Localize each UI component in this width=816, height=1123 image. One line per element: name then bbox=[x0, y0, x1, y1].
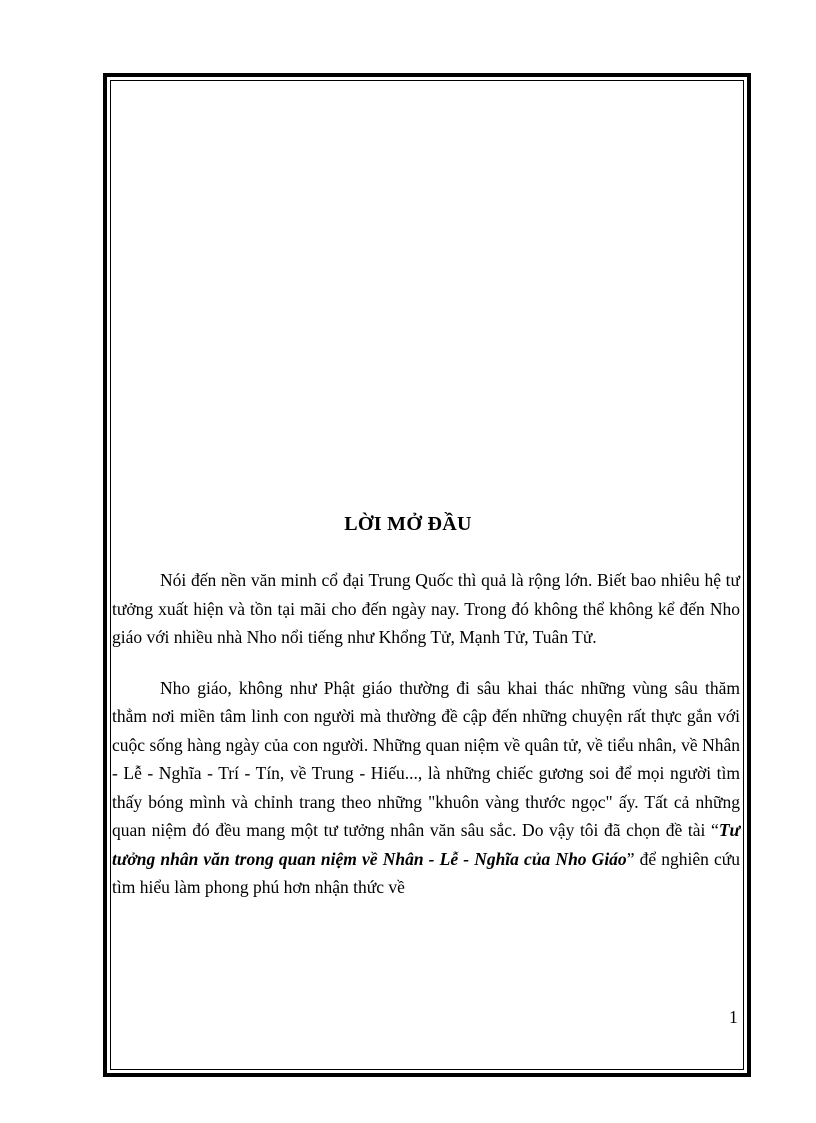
paragraph-text-end: ” để nghiên cứu tìm hiểu làm phong phú hơn nhận thức về bbox=[112, 848, 740, 897]
document-body bbox=[112, 566, 740, 902]
document-title: LỜI MỞ ĐẦU bbox=[344, 513, 472, 535]
paragraph-nho-giao bbox=[112, 674, 740, 902]
paragraph-intro: Nói đến nền văn minh cổ đại Trung Quốc thì quả là rộng lớn. Biết bao nhiêu hệ tư tưởng xuất hiện và tồn tại mãi cho đến ngày nay. Trong đó không thể không kể đến Nho giáo với nhiều nhà Nho nổi tiếng như Khổng Tử, Mạnh Tử, Tuân Tử. bbox=[112, 570, 740, 647]
topic-title: Tư tưởng nhân văn trong quan niệm về Nhân - Lễ - Nghĩa của Nho Giáo bbox=[112, 820, 740, 869]
page-number: 1 bbox=[729, 1007, 738, 1027]
paragraph-text-start: Nho giáo, không như Phật giáo thường đi sâu khai thác những vùng sâu thăm thẳm nơi miền tâm linh con người mà thường đề cập đến những chuyện rất thực gắn với cuộc sống hàng ngày của con người. Những quan niệm về quân tử, về tiểu nhân, về Nhân - Lễ - Nghĩa - Trí - Tín, về Trung - Hiếu..., là những chiếc gương soi để mọi người tìm thấy bóng mình và chỉnh trang theo những "khuôn vàng thước ngọc" ấy. Tất cả những quan niệm đó đều mang một tư tưởng nhân văn sâu sắc. Do vậy tôi đã chọn đề tài “ bbox=[112, 677, 740, 840]
